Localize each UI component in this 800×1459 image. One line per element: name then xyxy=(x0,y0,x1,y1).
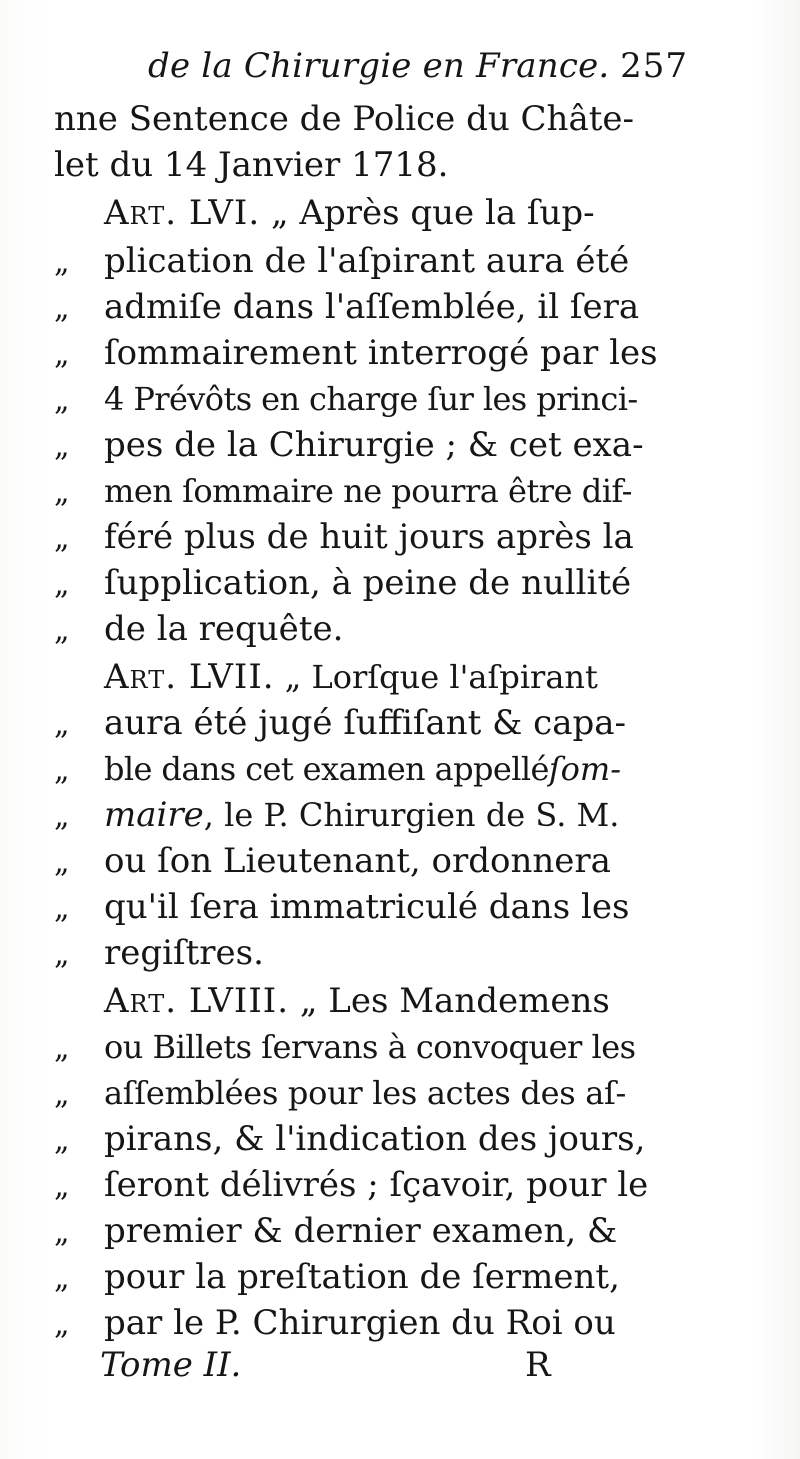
line-text: let du 14 Janvier 1718. xyxy=(54,145,449,185)
text-line xyxy=(54,238,689,284)
text-line xyxy=(54,514,689,560)
quote-mark: „ xyxy=(54,1077,70,1112)
line-text: féré plus de huit jours après la xyxy=(104,517,634,557)
line-text: par le P. Chirurgien du Roi ou xyxy=(104,1303,616,1343)
article-number: Art. LVIII. xyxy=(104,981,290,1021)
quote-mark: „ xyxy=(54,753,70,788)
quote-mark: „ xyxy=(54,1031,70,1066)
article-number: Art. LVII. xyxy=(104,657,275,697)
text-line xyxy=(54,96,689,142)
text-line xyxy=(54,1208,689,1254)
page-number: 257 xyxy=(620,46,688,86)
article-heading-line xyxy=(104,654,739,700)
quote-mark: „ xyxy=(54,383,70,418)
text-line xyxy=(54,700,689,746)
quote-mark: „ xyxy=(54,1123,70,1158)
text-line xyxy=(54,1254,689,1300)
line-text: premier & dernier examen, & xyxy=(104,1211,618,1251)
line-text: admiſe dans l'aſſemblée, il ſera xyxy=(104,287,640,327)
text-line xyxy=(54,606,689,652)
quote-mark: „ xyxy=(54,891,70,926)
text-line xyxy=(54,930,689,976)
running-title: de la Chirurgie en France. xyxy=(148,46,610,86)
quote-mark: „ xyxy=(54,475,70,510)
quote-mark: „ xyxy=(54,337,70,372)
page-footer xyxy=(100,1345,580,1395)
line-text: „ Les Mandemens xyxy=(289,981,610,1021)
line-text: aura été jugé ſuffiſant & capa- xyxy=(104,703,626,743)
line-text: de la requête. xyxy=(104,609,344,649)
line-text: „ Après que la ſup- xyxy=(260,193,595,233)
line-text: ble dans cet examen appellé xyxy=(104,750,549,788)
quote-mark: „ xyxy=(54,1169,70,1204)
line-text: qu'il ſera immatriculé dans les xyxy=(104,887,630,927)
text-line xyxy=(54,284,689,330)
text-line xyxy=(54,1162,689,1208)
line-text: , le P. Chirurgien de S. M. xyxy=(203,796,620,834)
line-text: ou Billets ſervans à convoquer les xyxy=(104,1028,636,1066)
text-line xyxy=(54,792,689,838)
line-text: ou ſon Lieutenant, ordonnera xyxy=(104,841,611,881)
article-number: Art. LVI. xyxy=(104,193,261,233)
italic-term: ſom- xyxy=(548,750,622,788)
line-text: aſſemblées pour les actes des aſ- xyxy=(104,1074,627,1112)
quote-mark: „ xyxy=(54,799,70,834)
quote-mark: „ xyxy=(54,567,70,602)
text-line xyxy=(54,884,689,930)
quote-mark: „ xyxy=(54,1215,70,1250)
line-text: 4 Prévôts en charge ſur les princi- xyxy=(104,380,638,418)
line-text: pes de la Chirurgie ; & cet exa- xyxy=(104,425,644,465)
text-line xyxy=(54,422,689,468)
text-line xyxy=(54,330,689,376)
text-line xyxy=(54,560,689,606)
article-heading-line xyxy=(104,190,739,236)
quote-mark: „ xyxy=(54,845,70,880)
quote-mark: „ xyxy=(54,1261,70,1296)
line-text: ſommairement interrogé par les xyxy=(104,333,658,373)
text-line xyxy=(54,838,689,884)
article-heading-line xyxy=(104,978,739,1024)
quote-mark: „ xyxy=(54,613,70,648)
signature-mark: R xyxy=(525,1345,551,1385)
quote-mark: „ xyxy=(54,291,70,326)
line-text: regiſtres. xyxy=(104,933,264,973)
line-text: „ Lorſque l'aſpirant xyxy=(274,658,598,696)
quote-mark: „ xyxy=(54,521,70,556)
line-text: ſupplication, à peine de nullité xyxy=(104,563,632,603)
text-line xyxy=(54,1300,689,1346)
quote-mark: „ xyxy=(54,429,70,464)
text-line xyxy=(54,1070,689,1116)
quote-mark: „ xyxy=(54,937,70,972)
line-text: ſeront délivrés ; ſçavoir, pour le xyxy=(104,1165,649,1205)
text-line xyxy=(54,376,689,422)
line-text: nne Sentence de Police du Châte- xyxy=(54,99,634,139)
line-text: plication de l'aſpirant aura été xyxy=(104,241,630,281)
text-line xyxy=(54,1116,689,1162)
text-line xyxy=(54,142,689,188)
text-line xyxy=(54,468,689,514)
volume-label: Tome II. xyxy=(100,1345,242,1385)
italic-term: maire xyxy=(104,795,204,835)
page-header xyxy=(148,42,688,92)
text-line xyxy=(54,1024,689,1070)
quote-mark: „ xyxy=(54,1307,70,1342)
line-text: pour la preſtation de ſerment, xyxy=(104,1257,620,1297)
line-text: men ſommaire ne pourra être dif- xyxy=(104,472,632,510)
text-line xyxy=(54,746,689,792)
quote-mark: „ xyxy=(54,707,70,742)
quote-mark: „ xyxy=(54,245,70,280)
line-text: pirans, & l'indication des jours, xyxy=(104,1119,646,1159)
